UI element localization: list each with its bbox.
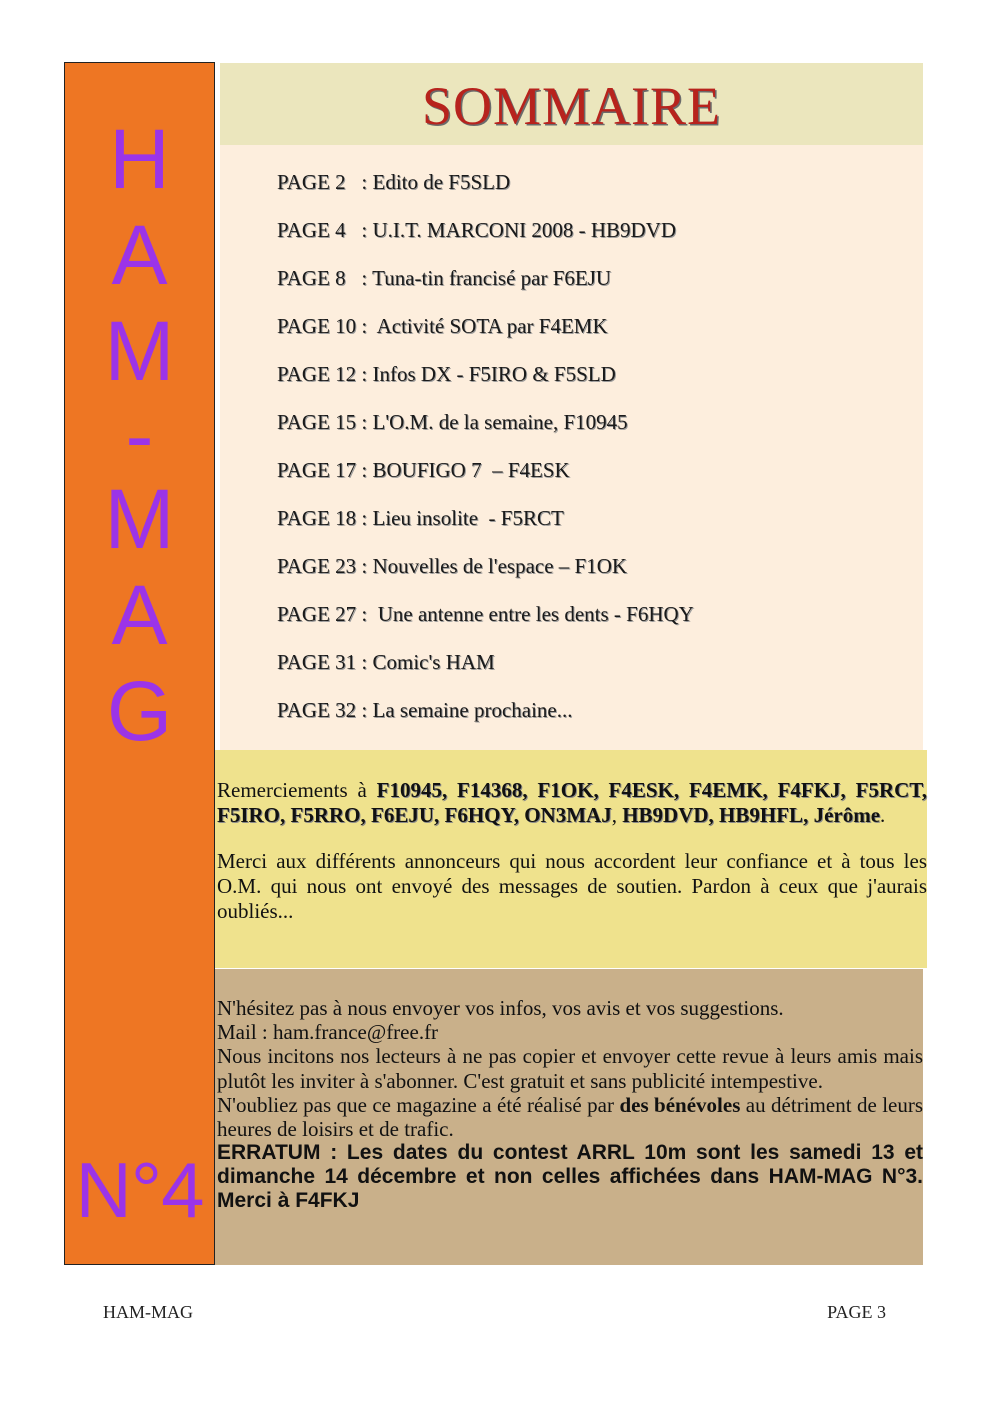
thanks-paragraph xyxy=(217,778,927,828)
toc-item: PAGE 10 : Activité SOTA par F4EMK xyxy=(277,314,608,338)
copy-notice: Nous incitons nos lecteurs à ne pas copier et envoyer cette revue à leurs amis mais plutôt les inviter à s'abonner. C'est gratuit et sans publicité intempestive. xyxy=(217,1044,923,1093)
mail-line: Mail : ham.france@free.fr xyxy=(217,1020,439,1045)
footer-page-number: PAGE 3 xyxy=(827,1302,886,1322)
advertisers-paragraph: Merci aux différents annonceurs qui nous accordent leur confiance et à tous les O.M. qui nous ont envoyé des messages de soutien. Pardon à ceux que j'aurais oubliés... xyxy=(217,849,927,923)
volunteers-text: au détriment de leurs heures de loisirs et de trafic. xyxy=(217,1092,924,1142)
toc-item: PAGE 12 : Infos DX - F5IRO & F5SLD xyxy=(277,362,616,386)
toc-item: PAGE 32 : La semaine prochaine... xyxy=(277,698,573,722)
volunteers-text: N'oubliez pas que ce magazine a été réalisé par xyxy=(217,1092,620,1117)
toc-item: PAGE 2 : Edito de F5SLD xyxy=(277,170,511,194)
banner-letter: H xyxy=(109,112,170,206)
erratum-notice: ERRATUM : Les dates du contest ARRL 10m sont les samedi 13 et dimanche 14 décembre et non celles affichées dans HAM-MAG N°3. Merci à F4FKJ xyxy=(217,1141,923,1213)
thanks-separator: , xyxy=(611,803,623,827)
banner-letter: M xyxy=(104,472,175,566)
footer-left: HAM-MAG xyxy=(103,1302,193,1322)
toc-item: PAGE 4 : U.I.T. MARCONI 2008 - HB9DVD xyxy=(277,218,677,242)
info-section xyxy=(215,969,923,1265)
banner-letter: A xyxy=(111,208,168,302)
table-of-contents xyxy=(220,145,923,750)
toc-item: PAGE 27 : Une antenne entre les dents - F6HQY xyxy=(277,602,694,626)
thanks-names: HB9DVD, HB9HFL, Jérôme xyxy=(622,803,881,827)
toc-item: PAGE 23 : Nouvelles de l'espace – F1OK xyxy=(277,554,628,578)
sidebar-banner xyxy=(64,62,215,1265)
volunteers-notice xyxy=(217,1093,923,1141)
info-line: N'hésitez pas à nous envoyer vos infos, vos avis et vos suggestions. xyxy=(217,996,784,1020)
issue-number: N°4 xyxy=(75,1146,204,1234)
title-banner xyxy=(220,63,923,145)
toc-item: PAGE 15 : L'O.M. de la semaine, F10945 xyxy=(277,410,628,434)
toc-item: PAGE 31 : Comic's HAM xyxy=(277,650,495,674)
banner-letter: - xyxy=(125,388,154,482)
banner-letter: M xyxy=(104,304,175,398)
thanks-end: . xyxy=(880,803,886,827)
thanks-intro: Remerciements à xyxy=(217,778,377,802)
toc-item: PAGE 17 : BOUFIGO 7 – F4ESK xyxy=(277,458,570,482)
banner-letter: G xyxy=(106,664,173,758)
thanks-names: F10945, F14368, F1OK, F4ESK, F4EMK, F4FKJ, F5RCT, F5IRO, F5RRO, F6EJU, F6HQY, ON3MAJ xyxy=(217,778,928,827)
toc-item: PAGE 18 : Lieu insolite - F5RCT xyxy=(277,506,564,530)
banner-letter: A xyxy=(111,568,168,662)
toc-item: PAGE 8 : Tuna-tin francisé par F6EJU xyxy=(277,266,612,290)
thanks-section xyxy=(215,750,927,968)
page-title: SOMMAIRE xyxy=(421,76,722,136)
volunteers-bold: des bénévoles xyxy=(619,1092,741,1117)
